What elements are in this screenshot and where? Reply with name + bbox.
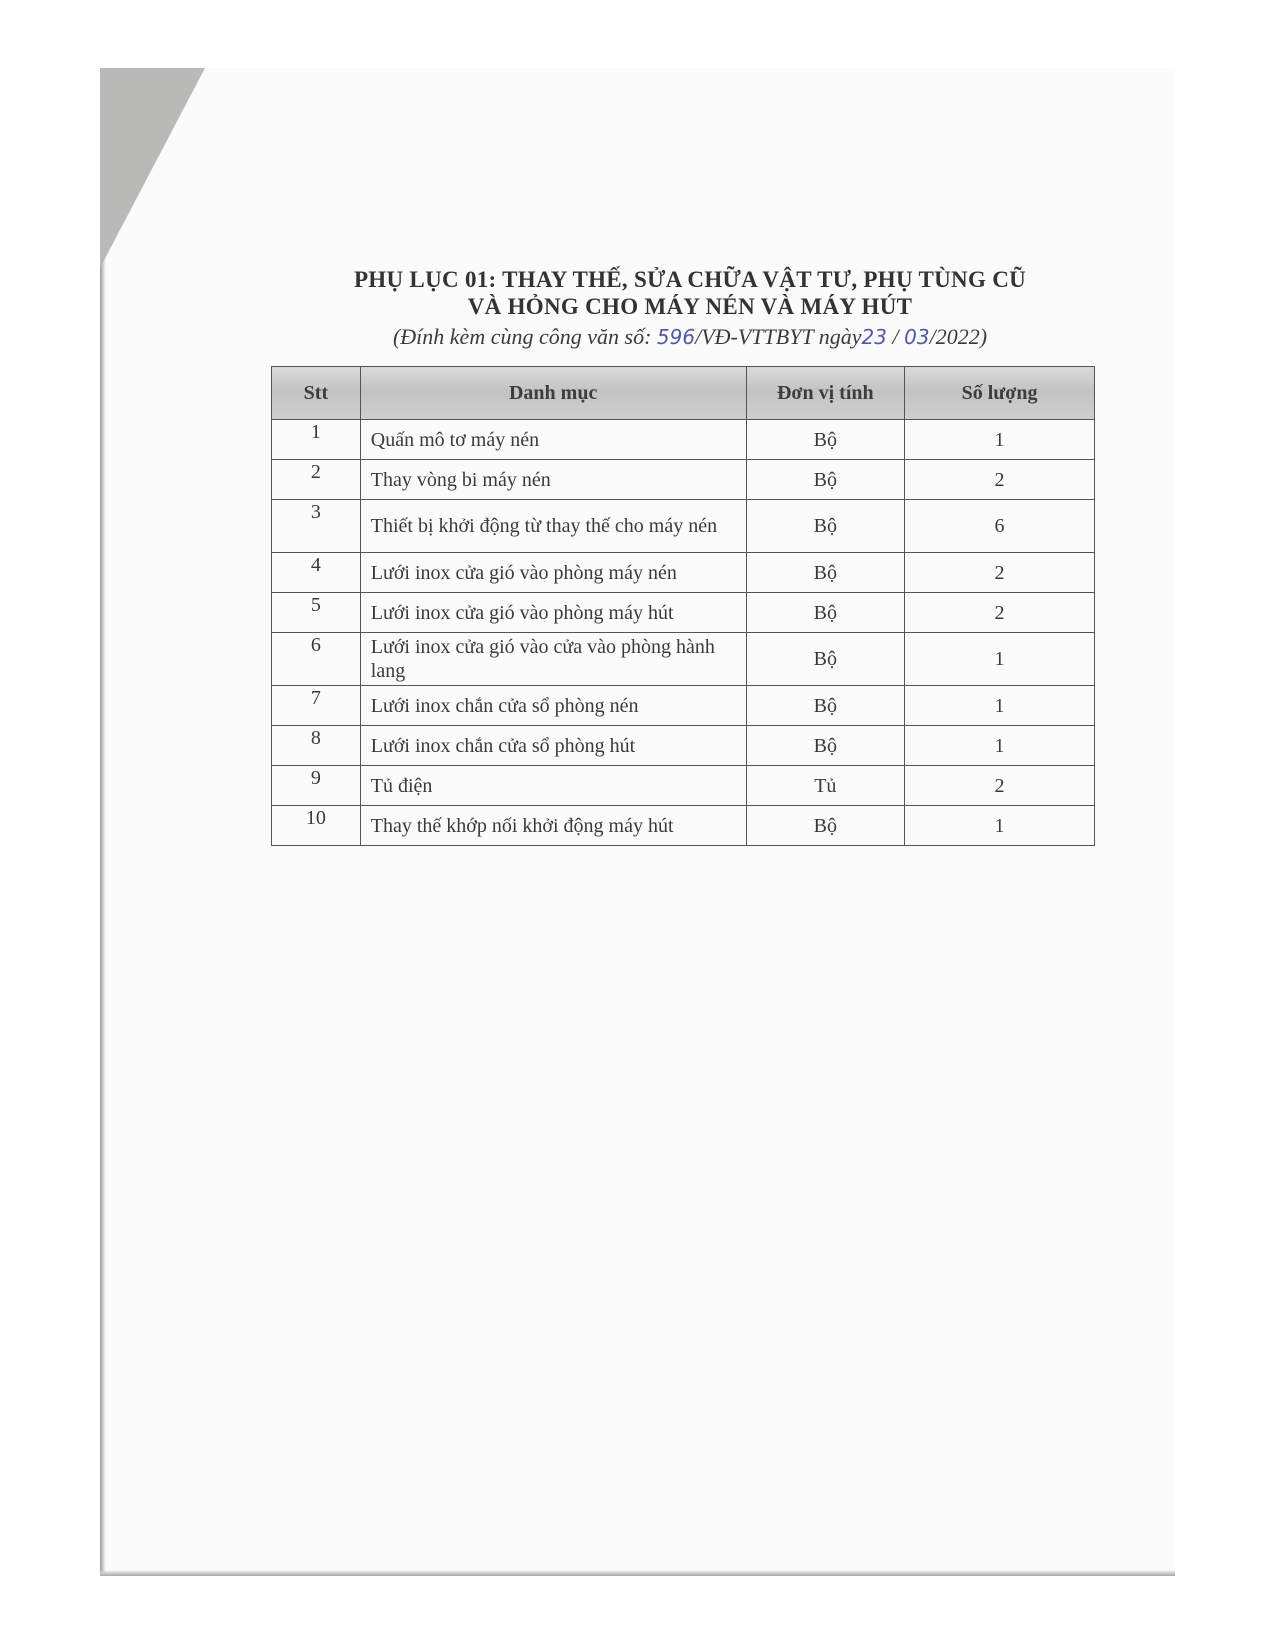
row-unit: Bộ [746,553,905,593]
table-body [272,420,1095,846]
row-qty: 2 [905,593,1095,633]
row-name: Quấn mô tơ máy nén [360,420,746,460]
row-qty: 1 [905,686,1095,726]
row-unit: Bộ [746,686,905,726]
table-row [272,633,1095,686]
header-stt: Stt [272,367,361,420]
header-unit: Đơn vị tính [746,367,905,420]
row-qty: 6 [905,500,1095,553]
table-header [272,367,1095,420]
row-stt: 8 [272,726,361,766]
table-row [272,593,1095,633]
title-line-2: VÀ HỎNG CHO MÁY NÉN VÀ MÁY HÚT [467,294,913,319]
table-row [272,553,1095,593]
date-separator: / [887,324,905,349]
row-qty: 2 [905,460,1095,500]
attachment-reference [270,322,1110,352]
row-name: Lưới inox cửa gió vào cửa vào phòng hành lang [360,633,746,686]
header-name: Danh mục [360,367,746,420]
row-stt: 2 [272,460,361,500]
table-row [272,460,1095,500]
row-stt: 3 [272,500,361,553]
row-unit: Bộ [746,806,905,846]
row-name: Lưới inox chắn cửa sổ phòng hút [360,726,746,766]
handwritten-day: 23 [861,325,887,349]
table-row [272,420,1095,460]
row-name: Thay thế khớp nối khởi động máy hút [360,806,746,846]
row-qty: 1 [905,633,1095,686]
document-header [270,266,1110,352]
row-stt: 1 [272,420,361,460]
table-row [272,806,1095,846]
row-name: Lưới inox cửa gió vào phòng máy nén [360,553,746,593]
table-row [272,686,1095,726]
row-unit: Bộ [746,726,905,766]
table-row [272,766,1095,806]
row-unit: Bộ [746,460,905,500]
row-unit: Bộ [746,633,905,686]
row-name: Thiết bị khởi động từ thay thế cho máy nén [360,500,746,553]
row-name: Lưới inox cửa gió vào phòng máy hút [360,593,746,633]
table-row [272,500,1095,553]
title-line-1: PHỤ LỤC 01: THAY THẾ, SỬA CHỮA VẬT TƯ, PHỤ TÙNG CŨ [353,267,1027,292]
row-stt: 5 [272,593,361,633]
row-unit: Bộ [746,500,905,553]
row-qty: 2 [905,766,1095,806]
row-stt: 6 [272,633,361,686]
row-unit: Bộ [746,420,905,460]
subtitle-suffix: /2022) [929,324,988,349]
page-left-edge [100,68,106,1575]
row-name: Thay vòng bi máy nén [360,460,746,500]
table-row [272,726,1095,766]
row-unit: Bộ [746,593,905,633]
row-qty: 1 [905,806,1095,846]
row-qty: 2 [905,553,1095,593]
page-bottom-edge [100,1570,1175,1576]
row-stt: 7 [272,686,361,726]
materials-table [271,366,1095,846]
row-name: Lưới inox chắn cửa sổ phòng nén [360,686,746,726]
subtitle-mid: /VĐ-VTTBYT ngày [695,324,862,349]
row-stt: 9 [272,766,361,806]
header-qty: Số lượng [905,367,1095,420]
row-qty: 1 [905,420,1095,460]
subtitle-prefix: (Đính kèm cùng công văn số: [392,324,657,349]
row-name: Tủ điện [360,766,746,806]
row-stt: 10 [272,806,361,846]
header-row [272,367,1095,420]
handwritten-month: 03 [904,325,930,349]
row-qty: 1 [905,726,1095,766]
row-unit: Tủ [746,766,905,806]
handwritten-doc-number: 596 [656,325,696,349]
row-stt: 4 [272,553,361,593]
